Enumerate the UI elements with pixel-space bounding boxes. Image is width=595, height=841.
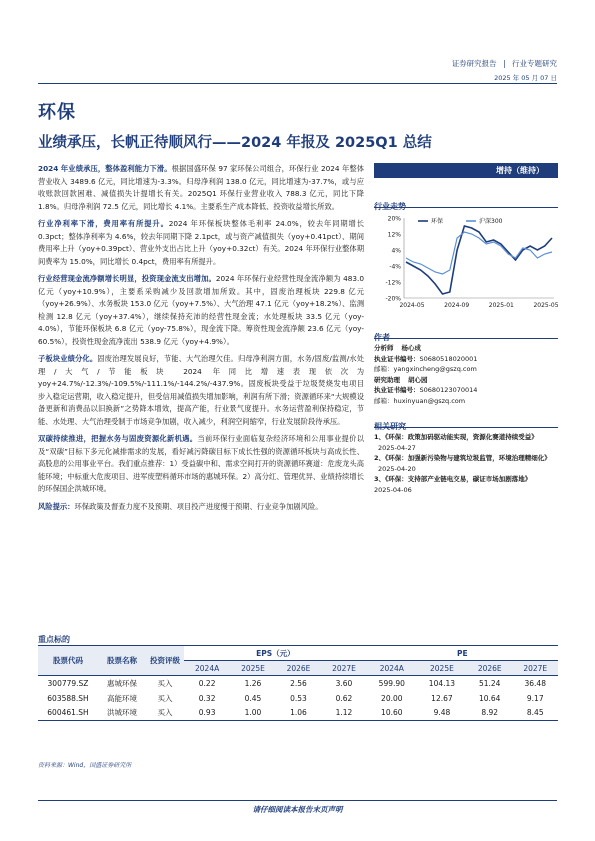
y-tick-label: -20%: [385, 295, 401, 303]
analyst-cert-line: [374, 385, 558, 396]
stock-name: 高能环境: [107, 693, 137, 703]
year-header: 2025E: [417, 661, 467, 676]
eps-value: 1.26: [244, 678, 262, 688]
related-item-date: 2025-04-06: [374, 485, 412, 494]
y-tick-label: 4%: [391, 247, 401, 255]
trend-header: [374, 194, 558, 211]
eps-value: 0.93: [184, 706, 230, 721]
table-row: [38, 676, 558, 691]
eps-value: 0.45: [244, 693, 262, 703]
pe-value: 36.48: [524, 678, 546, 688]
related-list: [374, 432, 558, 495]
paragraph-lead: 双碳持续推进，把握水务与固废资源化新机遇。: [38, 434, 198, 443]
header-divider: [38, 83, 557, 84]
x-tick-label: 2024-05: [399, 302, 425, 309]
y-tick-label: 12%: [387, 231, 401, 239]
summary-column: [38, 163, 364, 518]
trend-chart: [374, 212, 558, 317]
summary-paragraph: [38, 163, 364, 213]
analyst-cert: S0680123070014: [419, 386, 478, 394]
pe-value: 20.00: [381, 693, 403, 703]
pe-group-header: PE: [367, 646, 558, 661]
summary-paragraph: [38, 501, 364, 514]
header-separator: |: [503, 59, 506, 68]
y-tick-label: 20%: [387, 215, 401, 223]
stock-code: 600461.SH: [38, 706, 98, 721]
cert-label: 执业证书编号：: [374, 386, 420, 394]
paragraph-body: 2024 年环保行业经营性现金流净额为 483.0 亿元（yoy+10.9%），主要系采购减少及回款增加所致。其中，固废治理板块 229.8 亿元（yoy+26.9%）、水务板块 153.0 亿元（yoy+7.5%）、大气治理 47.1 亿元（yoy+18.2%）、监测检测 12.8 亿元（yoy+37.4%），继续保持充沛的经营性现金流；水处理板块 33.5 亿元（yoy-4.0%），节能环保板块 6.8 亿元（yoy-75.8%），现金流下降。筹资性现金流净额 23.6 亿元（yoy-60.5%），投资性现金流净流出 538.9 亿元（yoy+4.9%）。: [38, 274, 364, 346]
eps-value: 0.32: [198, 693, 216, 703]
pe-value: 9.48: [417, 706, 467, 721]
col-code-header: 股票代码: [38, 646, 98, 676]
analyst-cert: S0680518020001: [419, 354, 478, 363]
analyst-email[interactable]: yangxincheng@gszq.com: [393, 365, 477, 373]
year-header: 2024A: [184, 661, 230, 676]
analyst-name: 杨心成: [401, 344, 421, 352]
table-row: [38, 706, 558, 721]
footer-disclaimer: 请仔细阅读本报告末页声明: [252, 805, 343, 814]
analyst-email[interactable]: huxinyuan@gszq.com: [393, 396, 466, 405]
analyst-email-line: [374, 364, 558, 375]
stock-rating: 买入: [157, 693, 173, 703]
x-tick-label: 2025-05: [533, 302, 558, 309]
summary-paragraph: [38, 433, 364, 496]
year-header: 2027E: [512, 661, 558, 676]
eps-value: 0.22: [198, 678, 216, 688]
eps-value: 0.53: [290, 693, 307, 703]
related-item-date: 2025-04-27: [378, 443, 416, 452]
analyst-name: 胡心园: [408, 375, 428, 384]
stock-rating: 买入: [157, 678, 173, 688]
col-name-header: 股票名称: [98, 646, 146, 676]
summary-paragraph: [38, 273, 364, 348]
legend-label: 沪深300: [479, 218, 503, 225]
email-label: 邮箱：: [374, 396, 394, 405]
pe-value: 12.67: [431, 693, 453, 703]
related-item-title[interactable]: 1、《环保：政策加码驱动能实现，资源化赛道持续受益》: [374, 433, 538, 441]
eps-value: 1.12: [321, 706, 367, 721]
year-header: 2025E: [230, 661, 276, 676]
eps-group-header: EPS（元）: [184, 646, 367, 661]
pe-value: 599.90: [378, 678, 405, 688]
table-row: [38, 691, 558, 706]
related-item-title[interactable]: 3、《环保：支持部产业链电交易，碳证市场加剧落地》: [374, 475, 532, 483]
eps-value: 0.62: [335, 693, 353, 703]
paragraph-lead: 风险提示：: [38, 501, 75, 511]
year-header: 2026E: [276, 661, 322, 676]
pe-value: 10.60: [367, 706, 417, 721]
rating-badge: 增持（维持）: [374, 163, 558, 178]
year-header: 2024A: [367, 661, 417, 676]
series-line-1: [406, 226, 552, 294]
paragraph-body: 当前环保行业面临复杂经济环境和公用事业提价以及“双碳”目标下多元化减排需求的发展，看好减污降碳目标下成长性强的资源循环板块与高成长性、高股息的公用事业平台。我们重点推荐：1）受益碳中和、需求空间打开的资源循环赛道：危废龙头高能环境；中标重大危废项目、进军废塑料循环市场的惠城环保。2）高分红、管理优异、业绩持续增长的环保国企洪城环境。: [38, 434, 365, 493]
related-item-date: 2025-04-20: [378, 464, 416, 473]
report-type: 证券研究报告: [451, 59, 497, 68]
x-tick-label: 2025-01: [488, 302, 514, 309]
email-label: 邮箱：: [374, 365, 394, 373]
legend-label: 环保: [431, 218, 444, 225]
pe-value: 8.45: [512, 706, 558, 721]
related-item[interactable]: [374, 432, 558, 453]
eps-value: 2.56: [290, 678, 307, 688]
paragraph-body: 2024 年环保板块整体毛利率 24.0%，较去年同期增长 0.3pct；整体净利率为 4.6%，较去年同期下降 2.1pct，或与资产减值损失（yoy+0.41pct）、期间费用率上升（yoy+0.39pct）、营业外支出占比上升（yoy+0.32ct）有关。2024 年环保行业整体期间费率为 15.0%，同比增长 0.4pct，费用率有所提升。: [38, 219, 365, 266]
stock-code: 300779.SZ: [47, 678, 89, 688]
year-header: 2026E: [467, 661, 513, 676]
analyst-cert-line: [374, 354, 558, 365]
analyst-block: [374, 343, 558, 406]
analyst-header: [374, 325, 558, 342]
header-tags: [452, 58, 557, 69]
report-title: 业绩承压，长帆正待顺风行——2024 年报及 2025Q1 总结: [38, 135, 432, 151]
analyst-email-line: [374, 396, 558, 407]
trend-title: 行业走势: [374, 202, 406, 211]
table-header-row: [38, 646, 558, 661]
pe-value: 9.17: [526, 693, 544, 703]
paragraph-lead: 子板块业绩分化。: [38, 354, 98, 363]
analyst-label: 研究助理: [374, 375, 400, 384]
report-subtype: 行业专题研究: [512, 59, 557, 68]
key-stocks-title: 重点标的: [38, 635, 70, 644]
year-header: 2027E: [321, 661, 367, 676]
pe-value: 8.92: [467, 706, 513, 721]
eps-value: 1.06: [276, 706, 322, 721]
analyst-label: 分析师: [374, 344, 394, 352]
table-source: 资料来源：Wind，国盛证券研究所: [38, 762, 132, 769]
related-item[interactable]: [374, 453, 558, 474]
eps-value: 3.60: [335, 678, 353, 688]
sidebar: [374, 163, 558, 495]
footer-divider: [38, 800, 557, 801]
paragraph-lead: 行业净利率下滑，费用率有所提升。: [38, 219, 169, 228]
eps-value: 1.00: [230, 706, 276, 721]
paragraph-body: 环保政策及督查力度不及预期、项目投产进度慢于预期、行业竞争加剧风险。: [74, 501, 323, 511]
related-header: [374, 414, 558, 431]
key-stocks-table: [38, 645, 558, 721]
y-tick-label: -12%: [385, 279, 401, 287]
summary-paragraph: [38, 353, 364, 428]
related-item-title[interactable]: 2、《环保：加强新污染物与建筑垃圾监管，环境治理精细化》: [374, 454, 551, 462]
y-tick-label: -4%: [389, 263, 401, 271]
pe-value: 10.64: [478, 693, 501, 703]
stock-name: 洪城环境: [98, 706, 146, 721]
stock-code: 603588.SH: [47, 693, 89, 703]
paragraph-body: 固废治理发展良好，节能、大气治理欠佳。归母净利润方面，水务/固废/监测/水处理/大气/节能板块 2024 年同比增速表现依次为 yoy+24.7%/-12.3%/-109.5%/-111.1%/-144.2%/-437.9%。固废板块受益于垃圾焚烧发电项目步入稳定运营期，收入稳定提升，但受信用减值损失增加影响，利润有所下滑；资源循环来“大规模设备更新和消费品以旧换新”之势降本增效，提高产能，行业景气度提升。水务运营盈利保持稳定，节能、水处理、大气治理受制于市场竞争加剧，收入减少，利润空间缩窄，行业发展阶段待承压。: [38, 354, 365, 426]
report-date: 2025 年 05 月 07 日: [494, 74, 557, 82]
x-tick-label: 2024-09: [444, 302, 470, 309]
paragraph-body: 根据国盛环保 97 家环保公司组合，环保行业 2024 年整体营业收入 3489.6 亿元，同比增速为-3.3%。归母净利润 138.0 亿元，同比增速为-37.7%，或与应收账款回款困难、减值损失计提增长有关。2025Q1 环保行业营业收入 788.3 亿元，同比下降 1.8%。归母净利润 72.5 亿元，同比增长 4.1%。主要系生产成本降低、投资收益增长所致。: [38, 164, 364, 211]
pe-value: 104.13: [428, 678, 456, 688]
related-title: 相关研究: [374, 422, 406, 431]
related-item[interactable]: [374, 474, 558, 495]
paragraph-lead: 行业经营现金流净额增长明显，投资现金流支出增加。: [38, 274, 216, 283]
industry-name: 环保: [38, 102, 76, 123]
summary-paragraph: [38, 218, 364, 268]
col-rating-header: 投资评级: [146, 646, 184, 676]
series-line-2: [406, 232, 552, 274]
analyst-line: [374, 375, 558, 386]
stock-rating: 买入: [146, 706, 184, 721]
analyst-line: [374, 343, 558, 354]
analyst-title: 作者: [374, 333, 390, 342]
stock-name: 惠城环保: [107, 678, 137, 688]
trend-chart-svg: [374, 212, 558, 317]
pe-value: 51.24: [478, 678, 501, 688]
cert-label: 执业证书编号：: [374, 354, 420, 363]
paragraph-lead: 2024 年业绩承压，整体盈利能力下滑。: [38, 164, 172, 173]
